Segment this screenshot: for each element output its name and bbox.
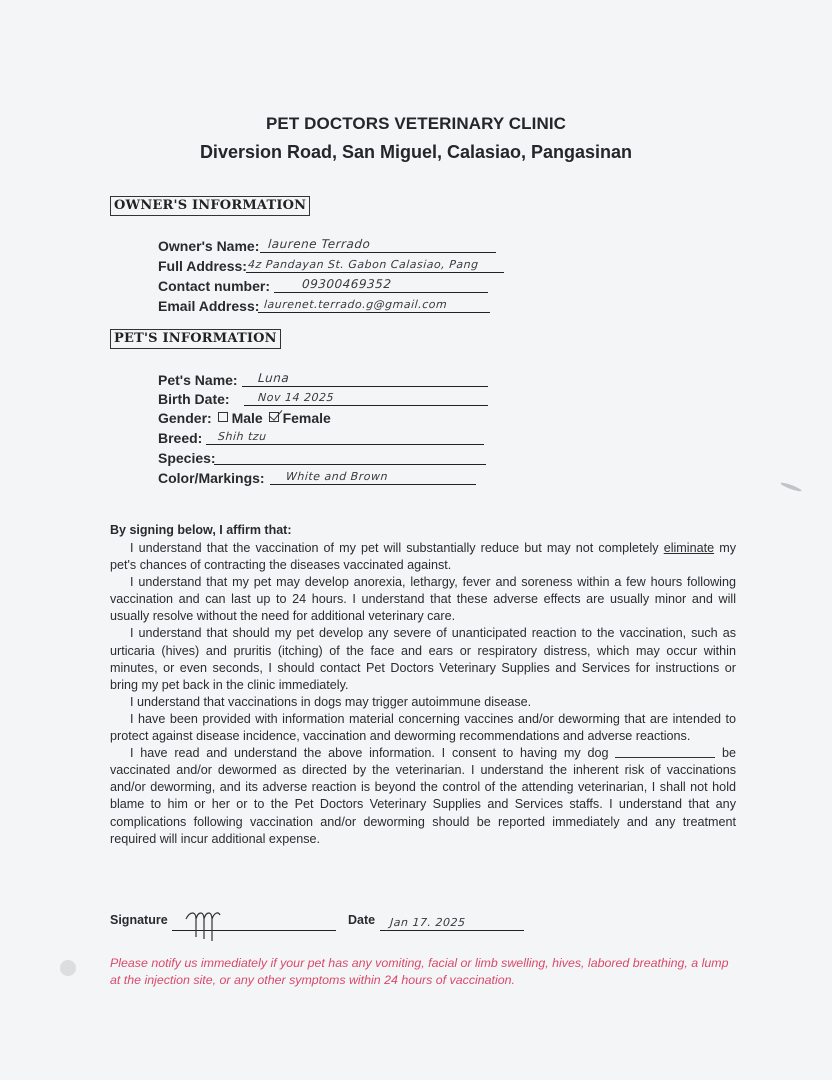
contact-label: Contact number: (158, 278, 270, 294)
pet-name-field[interactable] (242, 368, 488, 387)
pet-name-label: Pet's Name: (158, 372, 238, 388)
email-row (158, 296, 259, 316)
breed-label: Breed: (158, 430, 203, 446)
date-label: Date (348, 913, 376, 927)
address-label: Full Address: (158, 258, 247, 274)
color-field[interactable] (270, 466, 476, 485)
affirmation-paragraph-5: I have been provided with information material concerning vaccines and/or deworming that are intended to protect against disease incidence, vaccination and deworming recommendations and adverse reactions. (110, 711, 736, 744)
birth-date-value: Nov 14 2025 (257, 391, 335, 404)
scan-smudge (60, 960, 76, 976)
affirmation-paragraph-6 (110, 745, 736, 848)
gender-female-checkbox[interactable] (269, 412, 279, 422)
scan-mark (780, 481, 802, 492)
gender-male-checkbox[interactable] (218, 412, 228, 422)
affirmation-p1-emphasis: eliminate (663, 541, 715, 555)
affirmation-paragraph-1 (110, 540, 736, 574)
email-field[interactable] (258, 294, 490, 313)
breed-field[interactable] (206, 426, 484, 445)
owner-name-value: laurene Terrado (267, 237, 371, 251)
gender-female-label: Female (282, 410, 331, 426)
contact-value: 09300469352 (301, 277, 392, 291)
species-label: Species: (158, 450, 216, 466)
clinic-name: PET DOCTORS VETERINARY CLINIC (265, 114, 567, 133)
affirmation-p6-text-end: be vaccinated and/or dewormed as directed by the veterinarian. I understand the inherent risk of vaccinations and/or deworming, and its adverse reaction is beyond the control of the attending veterinarian, I shall not hold blame to him or her or to the Pet Doctors Veterinary Supplies and Services staffs. I understand that any complications following vaccination and/or deworming should be reported immediately and any treatment required will incur additional expense. (110, 746, 736, 846)
affirmation-paragraph-3: I understand that should my pet develop any severe of unanticipated reaction to the vaccination, such as urticaria (hives) and pruritis (itching) of the face and ears or respiratory distress, which may occur within minutes, or even seconds, I should contact Pet Doctors Veterinary Supplies and Services for instructions or bring my pet back in the clinic immediately. (110, 626, 736, 692)
gender-label: Gender: (158, 410, 212, 426)
owner-name-label: Owner's Name: (158, 238, 260, 254)
pet-section-title: PET'S INFORMATION (110, 329, 281, 349)
affirmation-paragraph-2: I understand that my pet may develop anorexia, lethargy, fever and soreness within a few hours following vaccination and can last up to 24 hours. I understand that these adverse effects are usually minor and will usually resolve without the need for additional veterinary care. (110, 575, 736, 624)
affirmation-heading: By signing below, I affirm that: (110, 523, 292, 537)
gender-row (158, 408, 331, 428)
affirmation-p6-text: I have read and understand the above information. I consent to having my dog (130, 746, 616, 761)
email-value: laurenet.terrado.g@gmail.com (263, 298, 448, 311)
owner-name-field[interactable] (260, 234, 496, 253)
birth-date-row (158, 389, 230, 409)
affirmation-p1-text-end: my pet's chances of contracting the diseases vaccinated against. (110, 541, 736, 573)
affirmation-body (110, 540, 736, 848)
birth-date-field[interactable] (244, 387, 488, 406)
breed-row (158, 428, 202, 448)
date-value: Jan 17. 2025 (389, 916, 466, 929)
affirmation-paragraph-4: I understand that vaccinations in dogs may trigger autoimmune disease. (130, 694, 532, 709)
address-row (158, 256, 247, 276)
address-value: 4z Pandayan St. Gabon Calasiao, Pang (247, 258, 480, 271)
birth-date-label: Birth Date: (158, 391, 230, 407)
date-field[interactable] (380, 913, 524, 931)
aftercare-note: Please notify us immediately if your pet has any vomiting, facial or limb swelling, hives, labored breathing, a lump at the injection site, or any other symptoms within 24 hours of vaccination. (110, 956, 729, 987)
owner-name-row (158, 236, 259, 256)
contact-row (158, 276, 270, 296)
contact-field[interactable] (274, 274, 488, 293)
pet-name-row (158, 370, 238, 390)
color-row (158, 468, 265, 488)
breed-value: Shih tzu (217, 430, 268, 443)
pet-name-value: Luna (257, 371, 290, 385)
signature-label: Signature (110, 913, 168, 927)
affirmation-p1-text: I understand that the vaccination of my pet will substantially reduce but may not completely (130, 541, 664, 555)
signature-scribble-icon (182, 909, 252, 943)
address-field[interactable] (246, 254, 504, 273)
signature-field[interactable] (172, 913, 336, 931)
owner-section-title: OWNER'S INFORMATION (110, 196, 310, 216)
species-row (158, 448, 216, 468)
clinic-address: Diversion Road, San Miguel, Calasiao, Pangasinan (199, 142, 633, 162)
color-label: Color/Markings: (158, 470, 265, 486)
gender-male-label: Male (231, 410, 263, 426)
email-label: Email Address: (158, 298, 260, 314)
color-value: White and Brown (285, 470, 389, 483)
dog-name-blank[interactable] (615, 745, 715, 758)
species-field[interactable] (214, 446, 486, 465)
